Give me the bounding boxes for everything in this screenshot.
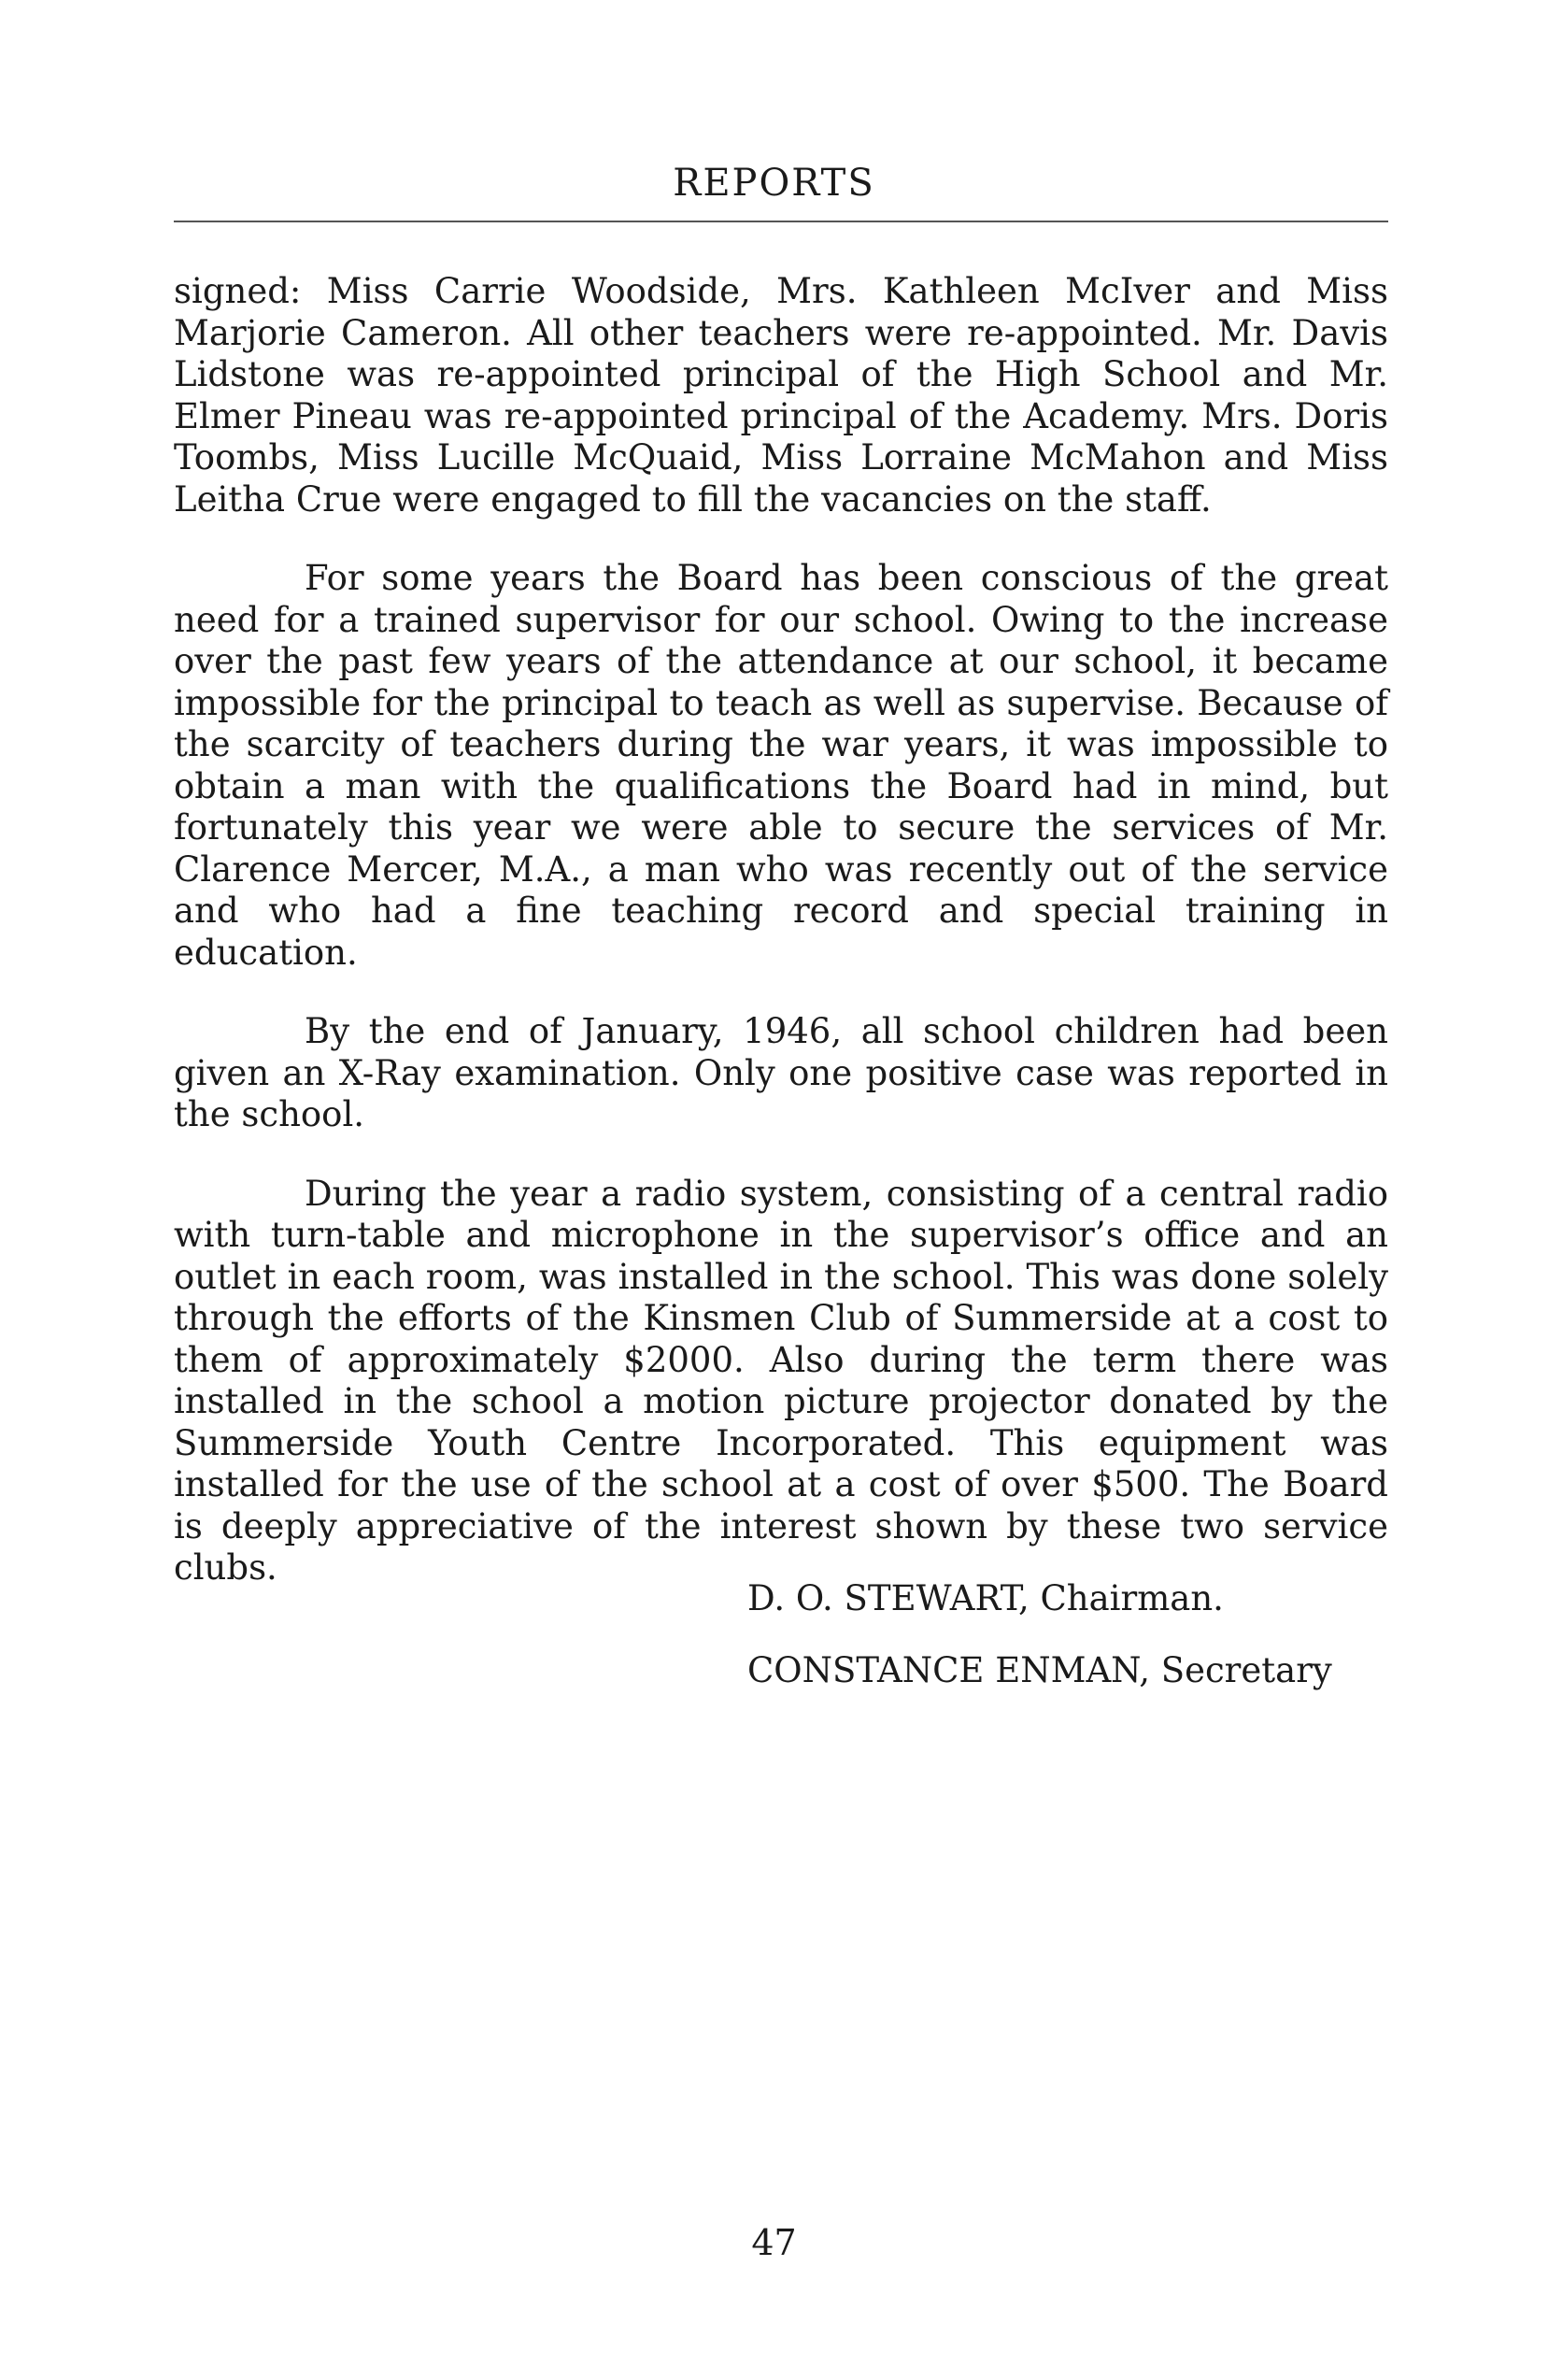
report-body [174, 271, 1388, 1589]
paragraph-xray: By the end of January, 1946, all school children had been given an X-Ray examination. Only one positive case was reported in the school. [174, 1011, 1388, 1134]
signature-chairman: D. O. STEWART, Chairman. [747, 1578, 1224, 1618]
page-number: 47 [751, 2222, 797, 2263]
paragraph-continuation: signed: Miss Carrie Woodside, Mrs. Kathleen McIver and Miss Marjorie Cameron. All other teachers were re-appointed. Mr. Davis Lidstone was re-appointed principal of the High School and Mr. Elmer Pineau was re-appointed principal of the Academy. Mrs. Doris Toombs, Miss Lucille McQuaid, Miss Lorraine McMahon and Miss Leitha Crue were engaged to fill the vacancies on the staff. [174, 271, 1388, 520]
signature-block [747, 1577, 1392, 1721]
paragraph-radio-system: During the year a radio system, consisting of a central radio with turn-table and microphone in the supervisor’s office and an outlet in each room, was installed in the school. This was done solely through the efforts of the Kinsmen Club of Summerside at a cost to them of approximately $2000. Also during the term there was installed in the school a motion picture projector donated by the Summerside Youth Centre Incorporated. This equipment was installed for the use of the school at a cost of over $500. The Board is deeply appreciative of the interest shown by these two service clubs. [174, 1173, 1388, 1588]
paragraph-supervisor: For some years the Board has been conscious of the great need for a trained supervisor for our school. Owing to the increase over the past few years of the attendance at our school, it became impossible for the principal to teach as well as supervise. Because of the scarcity of teachers during the war years, it was impossible to obtain a man with the qualifications the Board had in mind, but fortunately this year we were able to secure the services of Mr. Clarence Mercer, M.A., a man who was recently out of the service and who had a fine teaching record and special training in education. [174, 558, 1388, 973]
signature-secretary: CONSTANCE ENMAN, Secretary [747, 1650, 1332, 1690]
running-head: REPORTS [673, 162, 875, 205]
header-rule [174, 221, 1388, 222]
